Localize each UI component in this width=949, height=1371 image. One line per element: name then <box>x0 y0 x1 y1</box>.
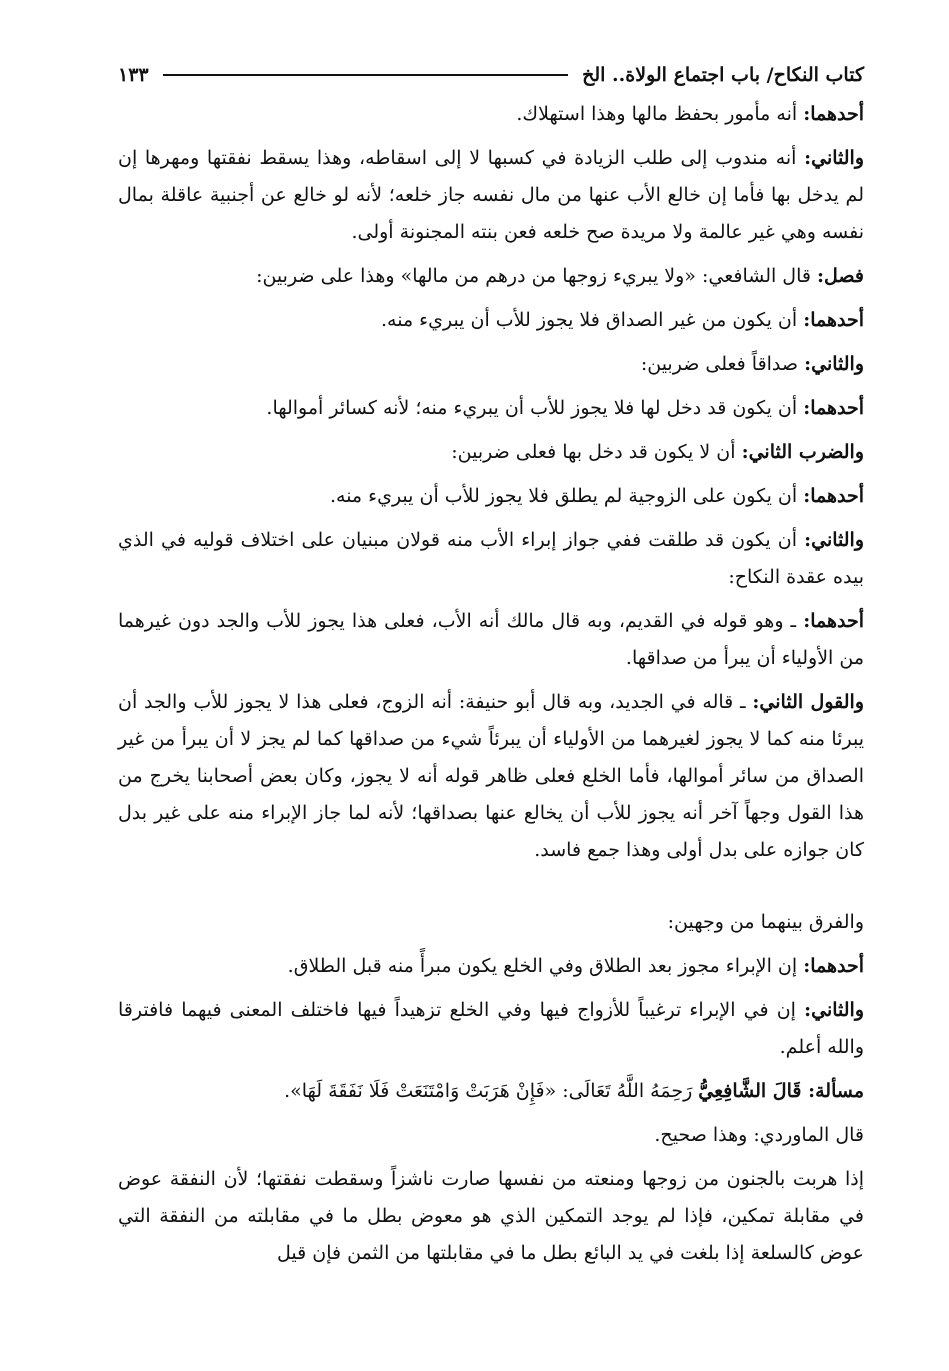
paragraph-lead: والقول الثاني: <box>752 691 865 713</box>
paragraph-text: أن يكون على الزوجية لم يطلق فلا يجوز للأب أن يبريء منه. <box>329 485 804 507</box>
paragraph-text: قال الماوردي: وهذا صحيح. <box>654 1124 864 1146</box>
book-page <box>118 60 864 1279</box>
paragraph-lead: والثاني: <box>804 529 864 551</box>
paragraph <box>118 603 864 677</box>
body-text <box>118 96 864 1272</box>
paragraph-lead: أحدهما: <box>803 485 864 507</box>
paragraph-text: صداقاً فعلى ضربين: <box>640 353 805 375</box>
page-number: ١٣٣ <box>118 64 149 86</box>
paragraph-text: أنه مندوب إلى طلب الزيادة في كسبها لا إلى اسقاطه، وهذا يسقط نفقتها ومهرها إن لم يدخل بها فأما إن خالع الأب عنها من مال نفسه جاز خلعه؛ لأنه لو خالع عن أجنبية عاقلة بمال نفسه وهي غير عالمة ولا مريدة صح خلعه فعن بنته المجنونة أولى. <box>118 147 864 243</box>
paragraph <box>118 904 864 941</box>
paragraph <box>118 1117 864 1154</box>
paragraph-text: والفرق بينهما من وجهين: <box>667 911 864 933</box>
paragraph <box>118 390 864 427</box>
paragraph <box>118 992 864 1066</box>
header-title: كتاب النكاح/ باب اجتماع الولاة.. الخ <box>582 64 864 86</box>
paragraph <box>118 1161 864 1272</box>
paragraph <box>118 522 864 596</box>
paragraph-gap <box>118 876 864 904</box>
paragraph <box>118 258 864 295</box>
paragraph-lead: والثاني: <box>804 147 864 169</box>
paragraph <box>118 346 864 383</box>
paragraph-lead: أحدهما: <box>803 610 864 632</box>
paragraph <box>118 684 864 869</box>
paragraph-text: أن يكون قد دخل لها فلا يجوز للأب أن يبريء منه؛ لأنه كسائر أموالها. <box>266 397 804 419</box>
paragraph-text: إذا هربت بالجنون من زوجها ومنعته من نفسها صارت ناشزاً وسقطت نفقتها؛ لأن النفقة عوض في مقابلة تمكين، فإذا لم يوجد التمكين الذي هو معوض بطل ما في مقابلته من النفقة التي عوض كالسلعة إذا بلغت في يد البائع بطل ما في مقابلتها من الثمن فإن قيل <box>118 1168 864 1264</box>
paragraph-lead: مسألة: قَالَ الشَّافِعِيُّ <box>698 1080 864 1102</box>
paragraph-text: ـ وهو قوله في القديم، وبه قال مالك أنه الأب، فعلى هذا يجوز للأب والجد دون غيرهما من الأولياء أن يبرأ من صداقها. <box>118 610 864 669</box>
paragraph-lead: والضرب الثاني: <box>741 441 864 463</box>
paragraph-text: أن يكون من غير الصداق فلا يجوز للأب أن يبريء منه. <box>380 309 804 331</box>
header-rule <box>163 74 568 76</box>
paragraph-lead: أحدهما: <box>803 309 864 331</box>
paragraph-text: قال الشافعي: «ولا يبريء زوجها من درهم من مالها» وهذا على ضربين: <box>256 265 818 287</box>
paragraph-text: ـ قاله في الجديد، وبه قال أبو حنيفة: أنه الزوج، فعلى هذا لا يجوز للأب والجد أن يبرئا منه كما لا يجوز لغيرهما من الأولياء أن يبرئاً شيء من صداقها كما لم يجز لا أن يبرأ من غير الصداق من سائر أموالها، فأما الخلع فعلى ظاهر قوله أنه لا يجوز، وكان بعض أصحابنا يخرج من هذا القول وجهاً آخر أنه يجوز للأب أن يخالع عنها بصداقها؛ لأنه لما جاز الإبراء منه على غير بدل كان جوازه على بدل أولى وهذا جمع فاسد. <box>118 691 864 861</box>
paragraph-text: رَحِمَهُ اللَّهُ تَعَالَى: «فَإِنْ هَرَبَتْ وَامْتَنَعَتْ فَلَا نَفَقَةَ لَهَا». <box>284 1080 699 1102</box>
paragraph-lead: أحدهما: <box>803 955 864 977</box>
paragraph <box>118 434 864 471</box>
paragraph-text: أنه مأمور بحفظ مالها وهذا استهلاك. <box>516 103 804 125</box>
paragraph <box>118 96 864 133</box>
paragraph-text: أن لا يكون قد دخل بها فعلى ضربين: <box>451 441 742 463</box>
paragraph <box>118 302 864 339</box>
paragraph <box>118 140 864 251</box>
paragraph <box>118 1073 864 1110</box>
paragraph-lead: أحدهما: <box>803 397 864 419</box>
paragraph-lead: والثاني: <box>804 353 864 375</box>
running-header <box>118 60 864 90</box>
paragraph-lead: فصل: <box>817 265 864 287</box>
paragraph-text: إن في الإبراء ترغيباً للأزواج فيها وفي الخلع تزهيداً فيها فاختلف المعنى فيهما فافترقا والله أعلم. <box>118 999 864 1058</box>
paragraph-text: أن يكون قد طلقت ففي جواز إبراء الأب منه قولان مبنيان على اختلاف قوليه في الذي بيده عقدة النكاح: <box>118 529 864 588</box>
paragraph-lead: والثاني: <box>804 999 864 1021</box>
paragraph <box>118 948 864 985</box>
paragraph-lead: أحدهما: <box>803 103 864 125</box>
paragraph <box>118 478 864 515</box>
paragraph-text: إن الإبراء مجوز بعد الطلاق وفي الخلع يكون مبرأً منه قبل الطلاق. <box>287 955 804 977</box>
